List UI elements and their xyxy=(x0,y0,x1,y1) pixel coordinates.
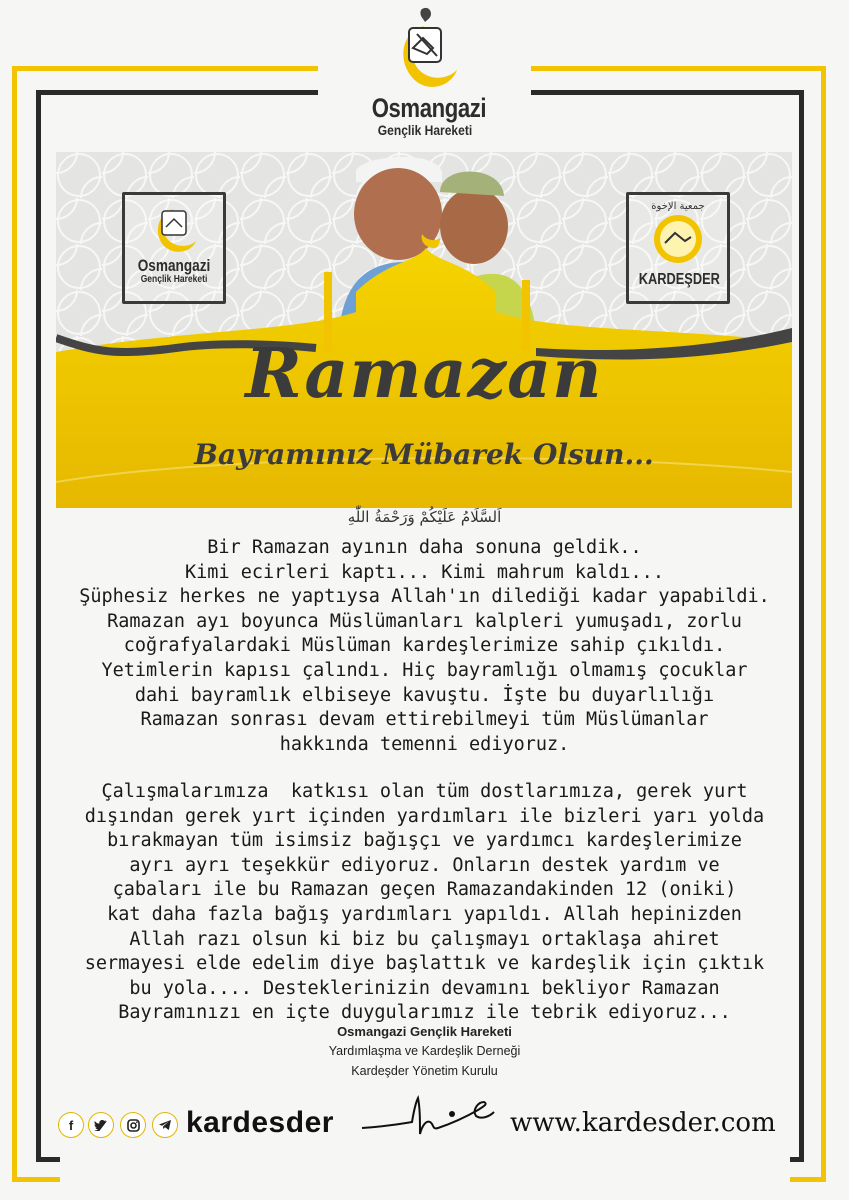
footer-brand: kardesder xyxy=(186,1106,334,1139)
handshake-crescent-icon xyxy=(144,197,204,255)
text-line: sermayesi elde edelim diye başlattık ve kardeşlik için çıktık xyxy=(84,953,765,975)
instagram-icon[interactable] xyxy=(120,1112,146,1138)
text-line: ayrı ayrı teşekkür ediyoruz. Onların destek yardım ve xyxy=(129,854,720,876)
text-line: kat daha fazla bağış yardımları yapıldı. Allah hepinizden xyxy=(107,903,742,925)
handwritten-signature xyxy=(360,1090,500,1140)
text-line: Kimi ecirleri kaptı... Kimi mahrum kaldı... xyxy=(185,561,664,583)
text-line: dahi bayramlık elbiseye kavuştu. İşte bu duyarlılığı xyxy=(134,684,715,706)
signature-association: Yardımlaşma ve Kardeşlik Derneği xyxy=(328,1044,521,1058)
text-line: hakkında temenni ediyoruz. xyxy=(279,733,570,755)
instagram-camera-icon xyxy=(127,1119,140,1132)
letter-paragraph-1 xyxy=(50,536,799,757)
handshake-crescent-icon xyxy=(387,4,463,94)
banner-subtitle: Bayramınız Mübarek Olsun... xyxy=(194,438,654,471)
text-line: Ramazan ayı boyunca Müslümanları kalpleri yumuşadı, zorlu xyxy=(107,610,742,632)
text-line: bırakmayan tüm isimsiz bağışçı ve yardımcı kardeşlerimize xyxy=(107,830,742,852)
text-line: Yetimlerin kapısı çalındı. Hiç bayramlığı olmamış çocuklar xyxy=(101,659,748,681)
side-logo-subtitle: Gençlik Hareketi xyxy=(140,274,208,285)
text-line: bu yola.... Desteklerinizin devamını bekliyor Ramazan xyxy=(129,977,720,999)
text-line: Ramazan sonrası devam ettirebilmeyi tüm Müslümanlar xyxy=(140,709,709,731)
telegram-plane-icon xyxy=(158,1119,172,1131)
osmangazi-side-logo xyxy=(122,192,226,304)
text-line: Çalışmalarımıza katkısı olan tüm dostlarımıza, gerek yurt xyxy=(101,781,748,802)
text-line: çabaları ile bu Ramazan geçen Ramazandakinden 12 (oniki) xyxy=(112,879,737,901)
facebook-glyph: f xyxy=(68,1117,74,1133)
signature-board: Kardeşder Yönetim Kurulu xyxy=(351,1064,498,1078)
kardesder-emblem-icon xyxy=(643,197,713,269)
ramazan-banner xyxy=(56,152,792,508)
signature-organization: Osmangazi Gençlik Hareketi xyxy=(337,1024,512,1039)
arabic-greeting: اَلسَّلَامُ عَلَيْكُمْ وَرَحْمَةُ اللّٰهِ xyxy=(347,508,502,526)
kardesder-side-logo xyxy=(626,192,730,304)
header-logo-subtitle: Gençlik Hareketi xyxy=(377,122,473,138)
banner-title: Ramazan xyxy=(245,334,603,414)
svg-text:جمعية الإخوة: جمعية الإخوة xyxy=(651,201,705,212)
header-logo-title: Osmangazi xyxy=(371,93,487,123)
facebook-icon[interactable] xyxy=(58,1112,84,1138)
letter-paragraph-2 xyxy=(50,780,799,1026)
text-line: coğrafyalardaki Müslüman kardeşlerimize sahip çıkıldı. xyxy=(123,635,726,657)
text-line: Bayramınızı en içte duygularımız ile tebrik ediyoruz... xyxy=(118,1002,731,1024)
telegram-icon[interactable] xyxy=(152,1112,178,1138)
side-logo-title: Osmangazi xyxy=(137,256,211,275)
text-line: Bir Ramazan ayının daha sonuna geldik.. xyxy=(207,537,642,558)
text-line: dışından gerek yırt içinden yardımları ile bizleri yarı yolda xyxy=(84,805,765,827)
side-logo-brand: KARDEŞDER xyxy=(638,271,720,288)
header-logo xyxy=(360,4,490,154)
footer-website-link[interactable]: www.kardesder.com xyxy=(510,1108,776,1138)
text-line: Şüphesiz herkes ne yaptıysa Allah'ın dilediği kadar yapabildi. xyxy=(79,586,770,608)
twitter-bird-icon xyxy=(94,1119,108,1131)
twitter-icon[interactable] xyxy=(88,1112,114,1138)
text-line: Allah razı olsun ki biz bu çalışmayı ortaklaşa ahiret xyxy=(129,928,720,950)
